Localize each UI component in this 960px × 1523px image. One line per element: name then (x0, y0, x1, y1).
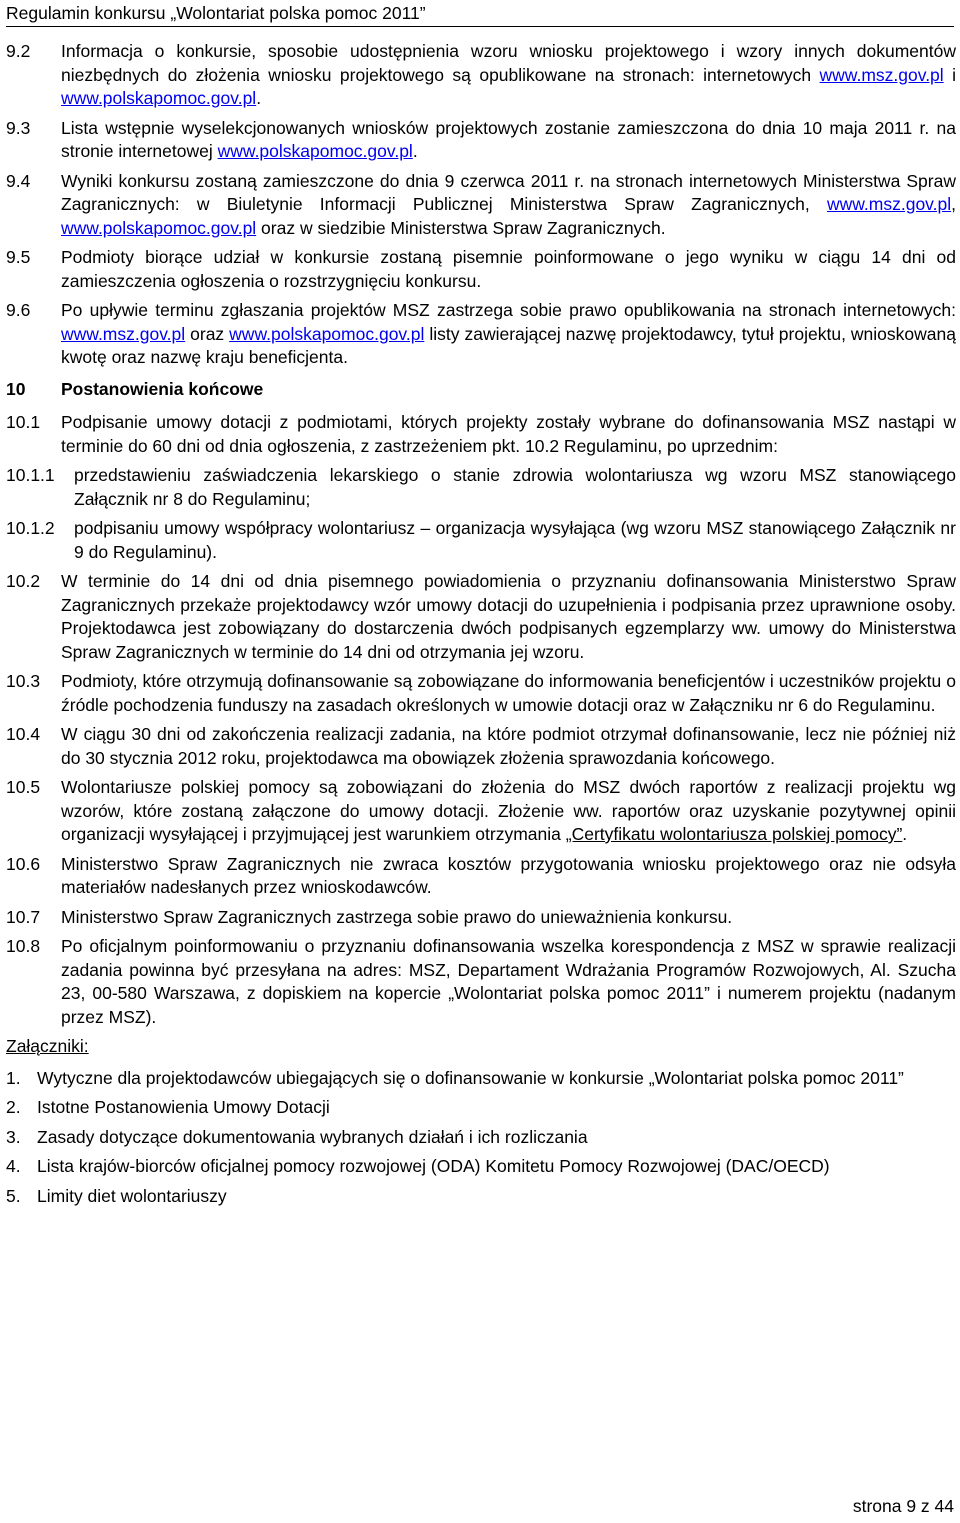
attachment-text: Limity diet wolontariuszy (37, 1185, 227, 1206)
attachment-text: Zasady dotyczące dokumentowania wybranych działań i ich rozliczania (37, 1126, 588, 1147)
paragraph-number: 10.1.1 (6, 465, 55, 485)
link-msz[interactable]: www.msz.gov.pl (61, 323, 186, 344)
paragraph-text: W ciągu 30 dni od zakończenia realizacji zadania, na które podmiot otrzymał dofinansowanie, lecz nie później niż do 30 stycznia 2012 roku, projektodawca ma obowiązek złożenia sprawozdania końcowego. (61, 724, 956, 768)
paragraph-10-1-1 (6, 464, 956, 511)
paragraph-number: 10.1 (6, 412, 41, 432)
link-polskapomoc[interactable]: www.polskapomoc.gov.pl (229, 323, 425, 344)
paragraph-9-5 (6, 246, 956, 293)
section-heading-10 (6, 378, 956, 402)
paragraph-9-2 (6, 40, 956, 111)
paragraph-9-3 (6, 117, 956, 164)
paragraph-text: Wyniki konkursu zostaną zamieszczone do dnia 9 czerwca 2011 r. na stronach internetowych Ministerstwa Spraw Zagranicznych: w Biuletynie Informacji Publicznej Ministerstwa Spraw Zagranicznych, www.msz.gov.pl, www.polskapomoc.gov.pl oraz w siedzibie Ministerstwa Spraw Zagranicznych. (61, 170, 956, 238)
attachment-number: 2. (6, 1097, 21, 1117)
paragraph-text: Podmioty, które otrzymują dofinansowanie są zobowiązane do informowania beneficjentów i uczestników projektu o źródle pochodzenia funduszy na zasadach określonych w umowie dotacji oraz w Załączniku nr 6 do Regulaminu. (61, 671, 956, 715)
attachment-text: Wytyczne dla projektodawców ubiegających się o dofinansowanie w konkursie „Wolontariat polska pomoc 2011” (37, 1067, 904, 1088)
attachments-heading: Załączniki: (6, 1036, 89, 1056)
paragraph-number: 10.1.2 (6, 518, 55, 538)
paragraph-text: Po upływie terminu zgłaszania projektów MSZ zastrzega sobie prawo opublikowania na stronach internetowych: www.msz.gov.pl oraz www.polskapomoc.gov.pl listy zawierającej nazwę projektodawcy, tytuł projektu, wnioskowaną kwotę oraz nazwę kraju beneficjenta. (61, 300, 956, 367)
paragraph-number: 9.4 (6, 170, 31, 191)
paragraph-text: Podpisanie umowy dotacji z podmiotami, których projekty zostały wybrane do dofinansowania MSZ nastąpi w terminie do 60 dni od dnia ogłoszenia, z zastrzeżeniem pkt. 10.2 Regulaminu, po uprzednim: (61, 412, 956, 456)
paragraph-10-3 (6, 670, 956, 717)
paragraph-10-8 (6, 935, 956, 1029)
paragraph-9-4 (6, 170, 956, 241)
attachment-number: 4. (6, 1156, 21, 1176)
paragraph-text: Wolontariusze polskiej pomocy są zobowiązani do złożenia do MSZ dwóch raportów z realizacji projektu wg wzorów, które zostaną załączone do umowy dotacji. Złożenie ww. raportów oraz uzyskanie pozytywnej opinii organizacji wysyłającej i przyjmującej jest warunkiem otrzymania „Certyfikatu wolontariusza polskiej pomocy”. (61, 777, 956, 844)
attachment-item (6, 1185, 956, 1209)
paragraph-number: 10.5 (6, 777, 41, 797)
paragraph-text: Ministerstwo Spraw Zagranicznych nie zwraca kosztów przygotowania wniosku projektowego oraz nie odsyła materiałów nadesłanych przez wnioskodawców. (61, 853, 956, 897)
link-polskapomoc[interactable]: www.polskapomoc.gov.pl (217, 141, 413, 161)
attachment-text: Lista krajów-biorców oficjalnej pomocy rozwojowej (ODA) Komitetu Pomocy Rozwojowej (DAC/OECD) (37, 1156, 830, 1176)
paragraph-text: podpisaniu umowy współpracy wolontariusz – organizacja wysyłająca (wg wzoru MSZ stanowiącego Załącznik nr 9 do Regulaminu). (74, 518, 956, 562)
paragraph-number: 9.2 (6, 41, 31, 61)
paragraph-text: Po oficjalnym poinformowaniu o przyznaniu dofinansowania wszelka korespondencja z MSZ w sprawie realizacji zadania powinna być przesyłana na adres: MSZ, Departament Wdrażania Programów Rozwojowych, Al. Szucha 23, 00-580 Warszawa, z dopiskiem na kopercie „Wolontariat polska pomoc 2011” i numerem projektu (nadanym przez MSZ). (61, 936, 956, 1027)
link-msz[interactable]: www.msz.gov.pl (826, 194, 952, 214)
certificate-name: „Certyfikatu wolontariusza polskiej pomocy” (565, 824, 903, 844)
document-title: Regulamin konkursu „Wolontariat polska pomoc 2011” (6, 3, 426, 23)
paragraph-number: 10.2 (6, 571, 41, 591)
paragraph-number: 10.8 (6, 936, 41, 956)
link-polskapomoc[interactable]: www.polskapomoc.gov.pl (61, 217, 257, 238)
paragraph-number: 10.4 (6, 724, 41, 744)
paragraph-number: 9.3 (6, 117, 31, 138)
paragraph-text: Informacja o konkursie, sposobie udostępnienia wzoru wniosku projektowego i wzory innych dokumentów niezbędnych do złożenia wniosku projektowego są opublikowane na stronach: internetowych www.msz.gov.pl i www.polskapomoc.gov.pl. (61, 41, 957, 108)
section-number: 10 (6, 378, 26, 399)
page-number: strona 9 z 44 (852, 1496, 954, 1516)
paragraph-10-7 (6, 906, 956, 930)
document-body (6, 40, 956, 1214)
paragraph-text: Ministerstwo Spraw Zagranicznych zastrzega sobie prawo do unieważnienia konkursu. (61, 906, 733, 927)
paragraph-9-6 (6, 299, 956, 370)
page-header (6, 2, 954, 27)
attachment-item (6, 1126, 956, 1150)
paragraph-text: Podmioty biorące udział w konkursie zostaną pisemnie poinformowane o jego wyniku w ciągu 14 dni od zamieszczenia ogłoszenia o rozstrzygnięciu konkursu. (61, 247, 956, 291)
attachment-text: Istotne Postanowienia Umowy Dotacji (37, 1097, 330, 1117)
paragraph-number: 10.7 (6, 906, 41, 927)
paragraph-10-4 (6, 723, 956, 770)
attachment-number: 1. (6, 1067, 21, 1088)
paragraph-number: 10.6 (6, 853, 41, 874)
attachment-item (6, 1096, 956, 1120)
paragraph-10-5 (6, 776, 956, 847)
paragraph-10-2 (6, 570, 956, 664)
paragraph-text: W terminie do 14 dni od dnia pisemnego powiadomienia o przyznaniu dofinansowania Ministerstwo Spraw Zagranicznych przekaże projektodawcy wzór umowy dotacji do uzupełnienia i podpisania przez uprawnione osoby. Projektodawca jest zobowiązany do dostarczenia dwóch podpisanych egzemplarzy ww. umowy do Ministerstwa Spraw Zagranicznych w terminie do 14 dni od otrzymania jej wzoru. (61, 571, 956, 662)
attachment-number: 5. (6, 1185, 21, 1206)
link-polskapomoc[interactable]: www.polskapomoc.gov.pl (61, 88, 257, 108)
paragraph-number: 9.6 (6, 300, 31, 320)
paragraph-10-1 (6, 411, 956, 458)
section-title: Postanowienia końcowe (61, 378, 264, 399)
paragraph-number: 9.5 (6, 247, 31, 267)
paragraph-10-1-2 (6, 517, 956, 564)
attachment-item (6, 1155, 956, 1179)
link-msz[interactable]: www.msz.gov.pl (819, 64, 944, 85)
attachment-number: 3. (6, 1126, 21, 1147)
paragraph-text: Lista wstępnie wyselekcjonowanych wniosków projektowych zostanie zamieszczona do dnia 10 maja 2011 r. na stronie internetowej www.polskapomoc.gov.pl. (61, 117, 956, 161)
paragraph-10-6 (6, 853, 956, 900)
paragraph-text: przedstawieniu zaświadczenia lekarskiego o stanie zdrowia wolontariusza wg wzoru MSZ stanowiącego Załącznik nr 8 do Regulaminu; (74, 465, 956, 509)
attachment-item (6, 1067, 956, 1091)
paragraph-number: 10.3 (6, 671, 41, 691)
